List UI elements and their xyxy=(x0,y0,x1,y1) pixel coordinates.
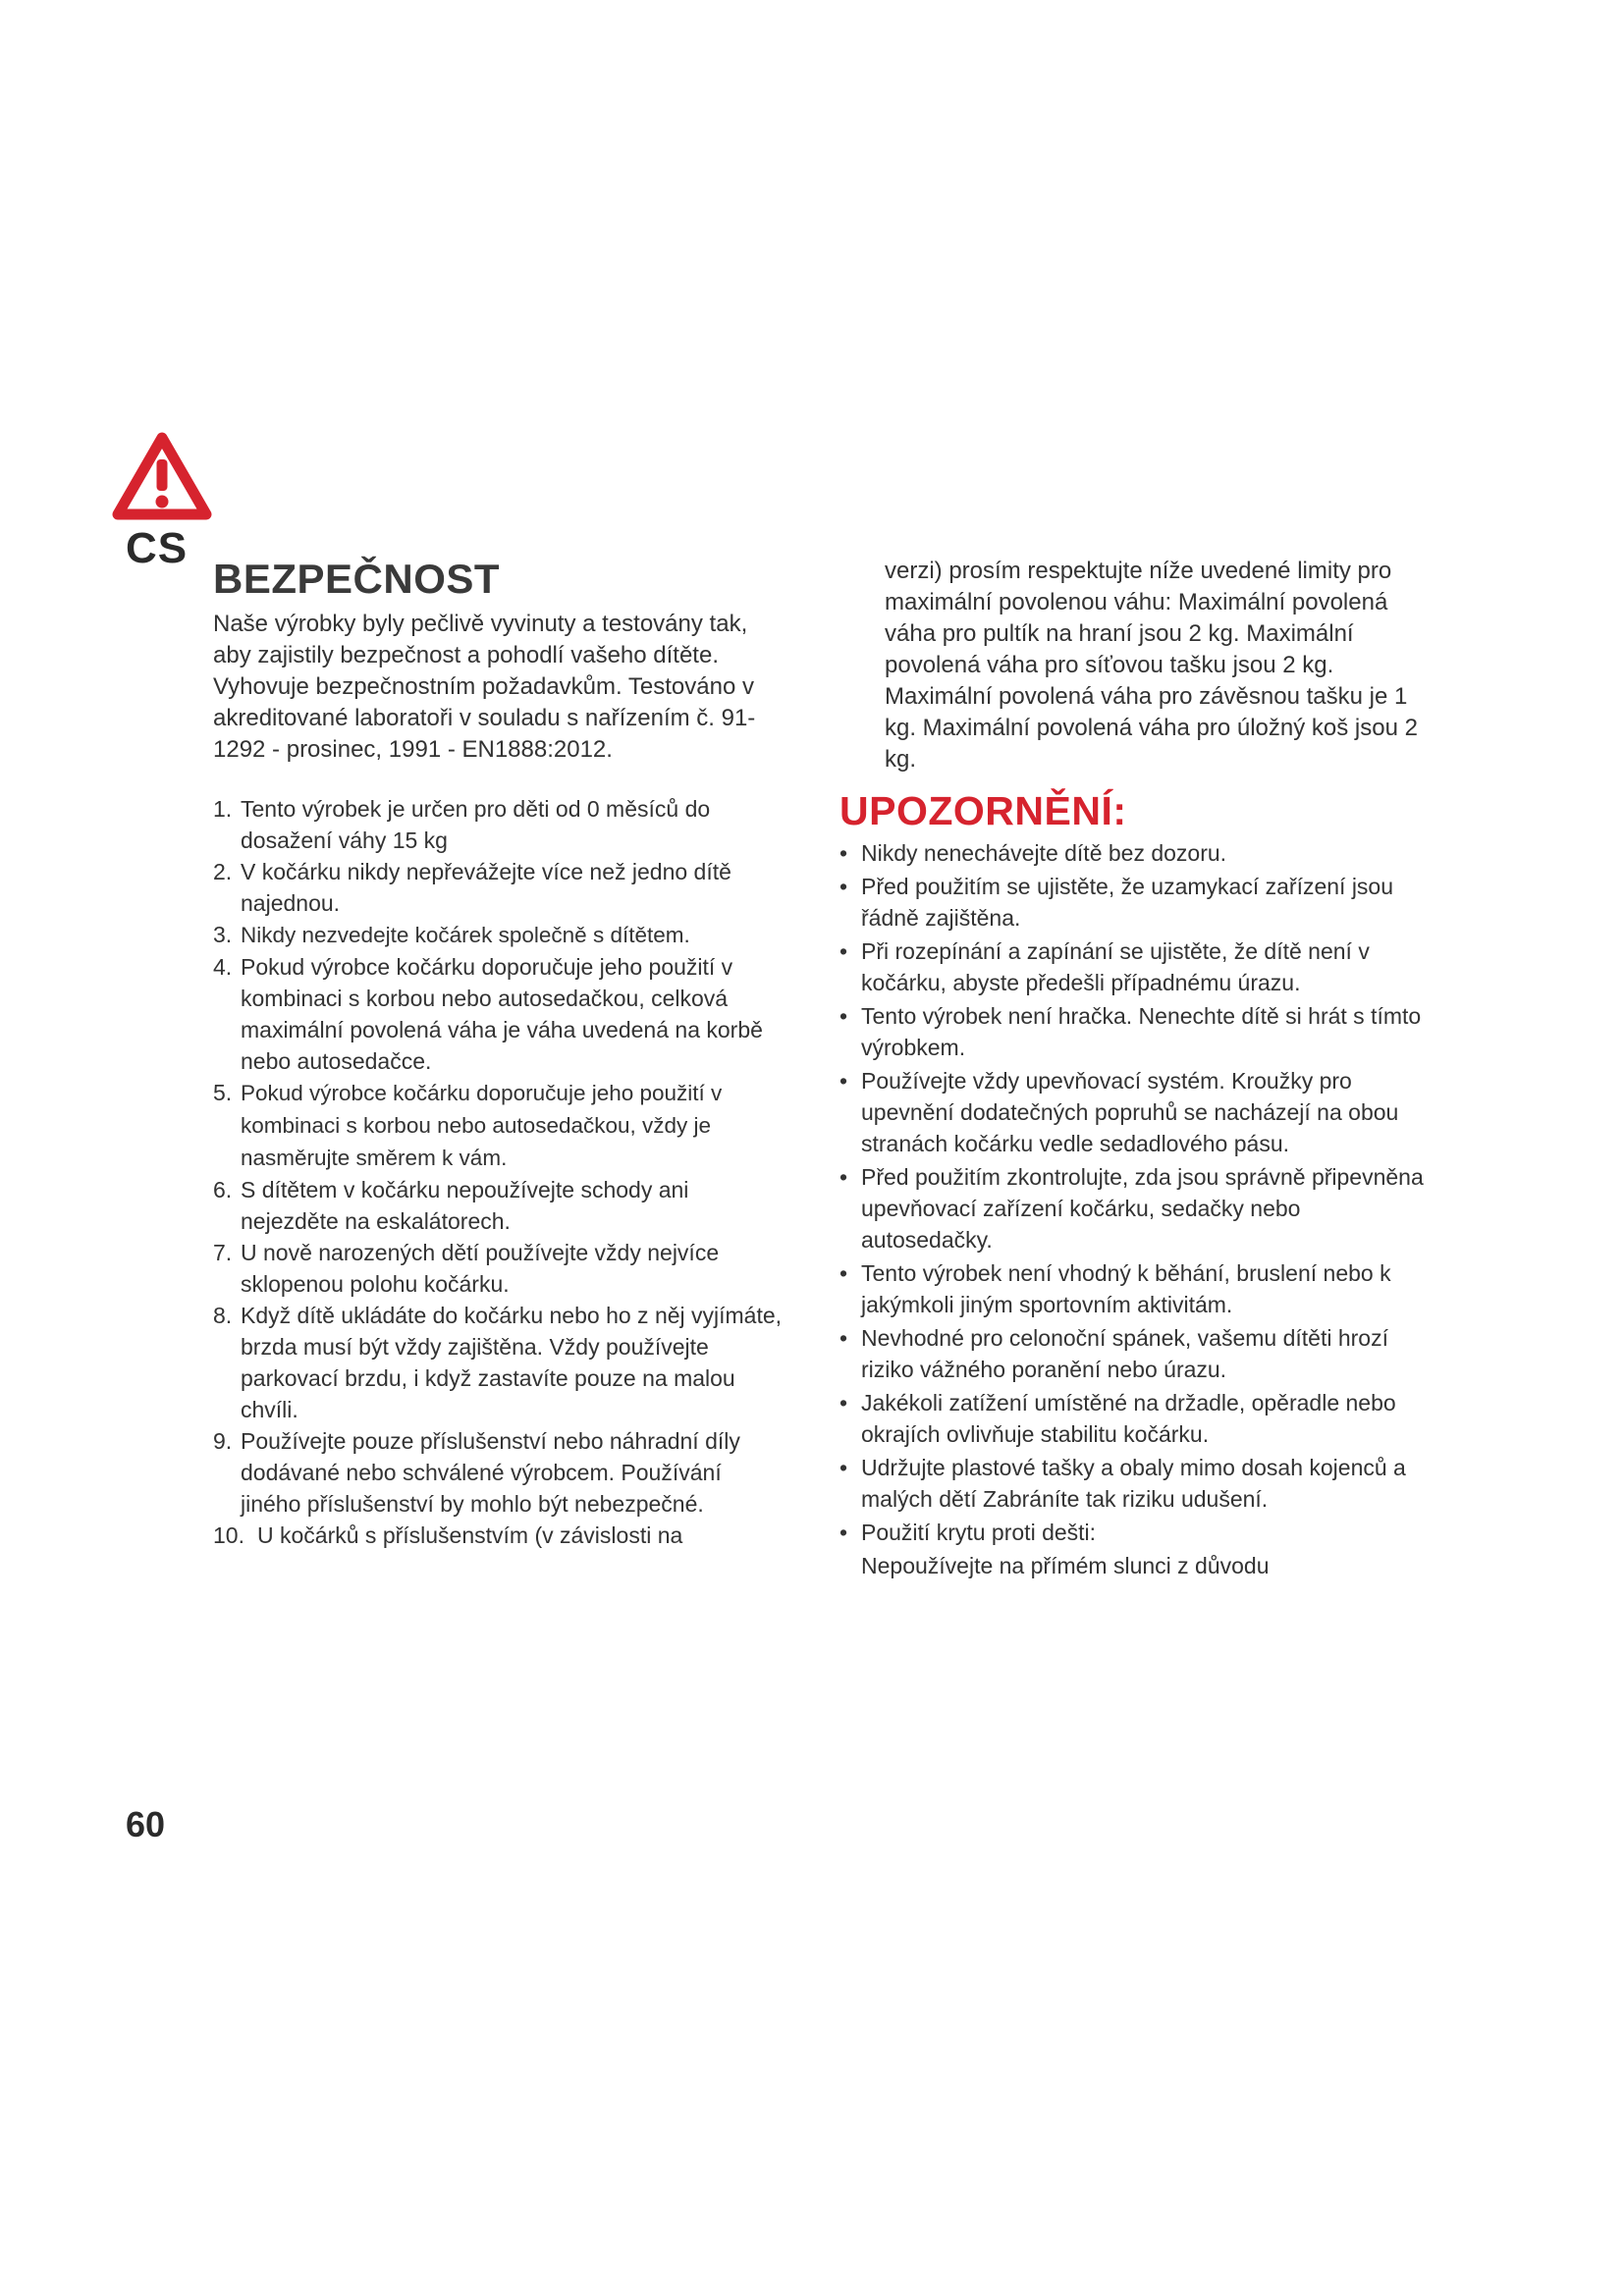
page-number: 60 xyxy=(126,1804,166,1844)
list-item: 9. Používejte pouze příslušenství nebo náhradní díly dodávané nebo schválené výrobcem. Používání jiného příslušenství by mohlo být nebezpečné. xyxy=(213,1428,740,1518)
list-item: • Nikdy nenechávejte dítě bez dozoru. xyxy=(839,837,1429,869)
list-item: • Použití krytu proti dešti: xyxy=(839,1517,1429,1548)
warnings-list xyxy=(839,837,1429,1548)
safety-intro: Naše výrobky byly pečlivě vyvinuty a testovány tak, aby zajistily bezpečnost a pohodlí vašeho dítěte. Vyhovuje bezpečnostním požadavkům. Testováno v akreditované laboratoři v souladu s nařízením č. 91-1292 - prosinec, 1991 - EN1888:2012. xyxy=(213,611,756,764)
list-item: • Při rozepínání a zapínání se ujistěte, že dítě není v kočárku, abyste předešli případnému úrazu. xyxy=(839,935,1429,998)
safety-title: BEZPEČNOST xyxy=(213,556,501,602)
list-item: • Tento výrobek není vhodný k běhání, bruslení nebo k jakýmkoli jiným sportovním aktivitám. xyxy=(839,1257,1429,1320)
list-item: 10. U kočárků s příslušenstvím (v závislosti na xyxy=(213,1522,683,1549)
list-item: 6. S dítětem v kočárku nepoužívejte schody ani nejezděte na eskalátorech. xyxy=(213,1177,689,1235)
warnings-title: UPOZORNĚNÍ: xyxy=(839,788,1127,833)
list-item: 5. Pokud výrobce kočárku doporučuje jeho použití v kombinaci s korbou nebo autosedačkou, vždy je nasměrujte směrem k vám. xyxy=(213,1080,723,1171)
safety-section xyxy=(213,558,783,1551)
list-item: 8. Když dítě ukládáte do kočárku nebo ho z něj vyjímáte, brzda musí být vždy zajištěna. Vždy používejte parkovací brzdu, i když zastavíte pouze na malou chvíli. xyxy=(213,1303,783,1423)
list-item: • Tento výrobek není hračka. Nenechte dítě si hrát s tímto výrobkem. xyxy=(839,1000,1429,1063)
list-item: • Nevhodné pro celonoční spánek, vašemu dítěti hrozí riziko vážného poranění nebo úrazu. xyxy=(839,1322,1429,1385)
list-item: 3. Nikdy nezvedejte kočárek společně s dítětem. xyxy=(213,922,690,948)
safety-list xyxy=(213,793,783,1551)
warnings-last-line: Nepoužívejte na přímém slunci z důvodu xyxy=(861,1553,1270,1579)
list-item: 1. Tento výrobek je určen pro děti od 0 měsíců do dosažení váhy 15 kg xyxy=(213,796,711,854)
list-item: 7. U nově narozených dětí používejte vždy nejvíce sklopenou polohu kočárku. xyxy=(213,1240,720,1298)
list-item: 4. Pokud výrobce kočárku doporučuje jeho použití v kombinaci s korbou nebo autosedačkou, celková maximální povolená váha je váha uvedená na korbě nebo autosedačce. xyxy=(213,954,763,1075)
list-item: • Před použitím zkontrolujte, zda jsou správně připevněna upevňovací zařízení kočárku, sedačky nebo autosedačky. xyxy=(839,1161,1429,1255)
list-item: • Udržujte plastové tašky a obaly mimo dosah kojenců a malých dětí Zabráníte tak riziku udušení. xyxy=(839,1452,1429,1515)
list-item: 2. V kočárku nikdy nepřevážejte více než jedno dítě najednou. xyxy=(213,859,731,917)
warning-triangle-icon xyxy=(110,430,214,524)
list-item: • Před použitím se ujistěte, že uzamykací zařízení jsou řádně zajištěna. xyxy=(839,871,1429,934)
warnings-section xyxy=(839,556,1429,1581)
list-item: • Používejte vždy upevňovací systém. Kroužky pro upevnění dodatečných popruhů se nacházejí na obou stranách kočárku vedle sedadlového pásu. xyxy=(839,1065,1429,1159)
language-code: CS xyxy=(126,524,189,572)
safety-continuation: verzi) prosím respektujte níže uvedené limity pro maximální povolenou váhu: Maximální povolená váha pro pultík na hraní jsou 2 kg. Maximální povolená váha pro síťovou tašku jsou 2 kg. Maximální povolená váha pro závěsnou tašku je 1 kg. Maximální povolená váha pro úložný koš jsou 2 kg. xyxy=(885,558,1418,773)
list-item: • Jakékoli zatížení umístěné na držadle, opěradle nebo okrajích ovlivňuje stabilitu kočárku. xyxy=(839,1387,1429,1450)
